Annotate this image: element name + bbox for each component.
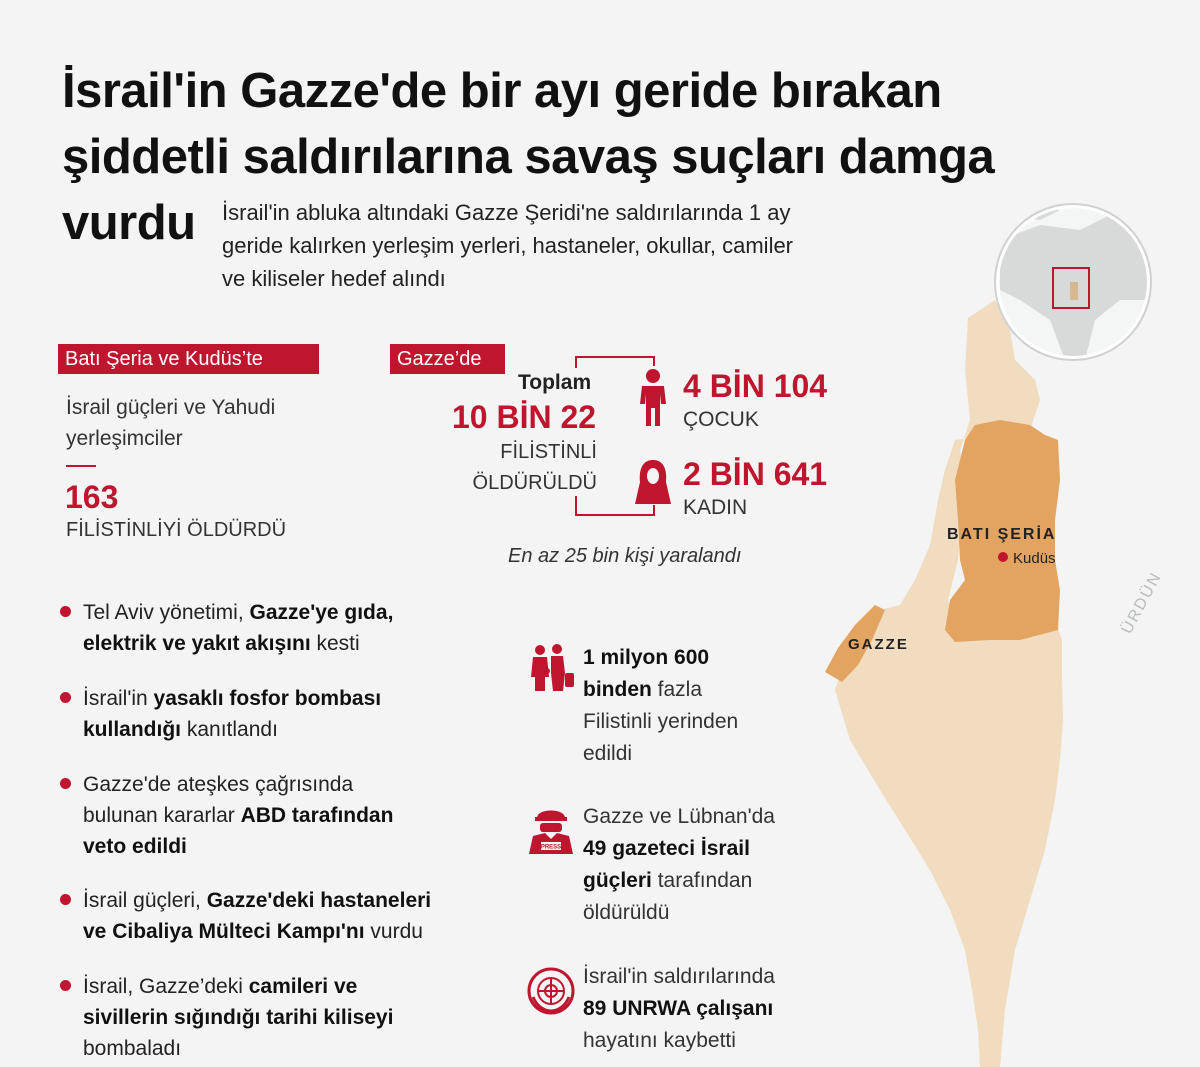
bullet-text: kesti bbox=[310, 632, 360, 655]
wounded-note: En az 25 bin kişi yaralandı bbox=[508, 545, 742, 567]
bracket-right-top bbox=[653, 356, 655, 366]
west-bank-caption: FİLİSTİNLİYİ ÖLDÜRDÜ bbox=[66, 519, 287, 541]
title-line: şiddetli saldırılarına savaş suçları damga bbox=[62, 130, 995, 184]
total-caption-line: ÖLDÜRÜLDÜ bbox=[472, 472, 597, 494]
stat-bold: 1 milyon 600 bbox=[583, 646, 710, 669]
west-bank-desc-line: yerleşimciler bbox=[66, 427, 183, 450]
child-icon bbox=[636, 368, 670, 426]
stat-displaced bbox=[583, 642, 738, 770]
bullet-bold: kullandığı bbox=[83, 718, 182, 741]
divider bbox=[66, 465, 96, 467]
bullet-text: bulunan kararlar bbox=[83, 804, 241, 827]
total-caption-line: FİLİSTİNLİ bbox=[500, 441, 597, 463]
bullet-bold: sivillerin sığındığı tarihi kiliseyi bbox=[83, 1006, 394, 1029]
bullet-bold: veto edildi bbox=[83, 835, 187, 858]
total-label: Toplam bbox=[518, 371, 592, 394]
israel-territory bbox=[835, 300, 1063, 1067]
title-line: İsrail'in Gazze'de bir ayı geride bırakan bbox=[62, 64, 942, 118]
bullet-bold: ABD tarafından bbox=[240, 804, 394, 827]
title-line: vurdu bbox=[62, 196, 196, 250]
bracket-bottom-h bbox=[575, 514, 655, 516]
stat-text: Gazze ve Lübnan'da bbox=[583, 805, 775, 828]
gaza-tag: Gazze’de bbox=[390, 344, 505, 374]
bullet-text: bombaladı bbox=[83, 1037, 182, 1060]
stat-bold: binden bbox=[583, 678, 652, 701]
journalist-icon bbox=[527, 806, 575, 856]
bullet-text: kanıtlandı bbox=[181, 718, 278, 741]
west-bank-count: 163 bbox=[65, 479, 119, 515]
bullet-text: İsrail'in bbox=[83, 687, 154, 710]
bullet-text: İsrail, Gazze’deki bbox=[83, 975, 249, 998]
subtitle-line: ve kiliseler hedef alındı bbox=[222, 266, 446, 291]
west-bank-tag: Batı Şeria ve Kudüs’te bbox=[58, 344, 319, 374]
bracket-right-bottom bbox=[653, 505, 655, 516]
bullet-dot bbox=[60, 894, 71, 905]
bullet-text: İsrail güçleri, bbox=[83, 889, 207, 912]
un-logo-icon bbox=[527, 967, 575, 1015]
stat-bold: 49 gazeteci İsrail bbox=[583, 837, 750, 860]
bullet-bold: camileri ve bbox=[248, 975, 358, 998]
total-value: 10 BİN 22 bbox=[452, 399, 597, 435]
bullet-text: Gazze'de ateşkes çağrısında bbox=[83, 773, 354, 796]
bullet-text: vurdu bbox=[364, 920, 423, 943]
total-caption bbox=[463, 437, 597, 499]
bullet-bold: Gazze'ye gıda, bbox=[249, 601, 394, 624]
bullet-bold: yasaklı fosfor bombası bbox=[153, 687, 382, 710]
stat-text: fazla bbox=[651, 678, 703, 701]
woman-icon bbox=[631, 458, 675, 506]
stat-text: Filistinli yerinden bbox=[583, 710, 739, 733]
jordan-label: ÜRDÜN bbox=[1118, 569, 1166, 637]
gaza-label: GAZZE bbox=[848, 636, 909, 653]
west-bank-desc-line: İsrail güçleri ve Yahudi bbox=[66, 396, 276, 419]
bullet-bold: ve Cibaliya Mülteci Kampı'nı bbox=[83, 920, 365, 943]
children-label: ÇOCUK bbox=[683, 408, 759, 431]
stat-journalists bbox=[583, 801, 775, 929]
bullet-dot bbox=[60, 692, 71, 703]
west-bank-desc bbox=[66, 392, 275, 454]
press-label: PRESS bbox=[540, 844, 562, 851]
bullet-bold: Gazze'deki hastaneleri bbox=[206, 889, 432, 912]
displaced-family-icon bbox=[527, 643, 575, 693]
bullet-text: Tel Aviv yönetimi, bbox=[83, 601, 250, 624]
subtitle-line: geride kalırken yerleşim yerleri, hastaneler, okullar, camiler bbox=[222, 233, 794, 258]
stat-text: öldürüldü bbox=[583, 901, 670, 924]
bullet-dot bbox=[60, 606, 71, 617]
stat-text: hayatını kaybetti bbox=[583, 1029, 736, 1052]
subtitle-line: İsrail'in abluka altındaki Gazze Şeridi'ne saldırılarında 1 ay bbox=[222, 200, 791, 225]
women-value: 2 BİN 641 bbox=[683, 456, 828, 492]
stat-bold: 89 UNRWA çalışanı bbox=[583, 997, 774, 1020]
subtitle bbox=[222, 196, 942, 295]
west-bank-label: BATI ŞERİA bbox=[947, 526, 1057, 543]
children-value: 4 BİN 104 bbox=[683, 368, 828, 404]
bullet-dot bbox=[60, 980, 71, 991]
stat-bold: güçleri bbox=[583, 869, 652, 892]
stat-unrwa bbox=[583, 961, 775, 1057]
women-label: KADIN bbox=[683, 496, 748, 519]
bullet-dot bbox=[60, 778, 71, 789]
jerusalem-label: Kudüs bbox=[1013, 550, 1056, 567]
bullet-bold: elektrik ve yakıt akışını bbox=[83, 632, 311, 655]
jerusalem-marker bbox=[998, 552, 1008, 562]
stat-text: tarafından bbox=[651, 869, 753, 892]
stat-text: İsrail'in saldırılarında bbox=[583, 965, 775, 988]
stat-text: edildi bbox=[583, 742, 633, 765]
